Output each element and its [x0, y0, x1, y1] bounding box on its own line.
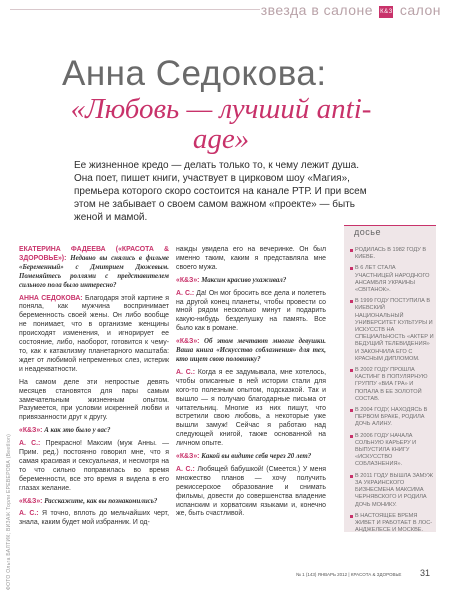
question: «К&З»: Какой вы видите себя через 20 лет? — [176, 453, 312, 461]
answer: А. С.: Когда я ее задумывала, мне хотелось, чтобы описанные в ней истории стали для кого-то полезным опытом, подсказкой. Так и вышло — я получаю благодарные письма от читательниц. Многие из них пишут, что встретили свою любовь, а некоторые уже вышли замуж! Сейчас я работаю над следующей книгой, также основанной на личном опыте. — [176, 368, 327, 448]
question: «К&З»: Максим красиво ухаживал? — [176, 276, 287, 284]
question: «К&З»: Расскажите, как вы познакомились? — [19, 497, 158, 505]
dossier-item: В 2002 ГОДУ ПРОШЛА КАСТИНГ В ПОПУЛЯРНУЮ ГРУППУ «ВИА ГРА» И ПОПАЛА В ЕЕ ЗОЛОТОЙ СОСТАВ. — [350, 367, 434, 403]
text-column-2 — [176, 246, 326, 523]
page-number: 31 — [420, 568, 431, 578]
dossier-sidebar — [344, 227, 436, 532]
dossier-item: В 1999 ГОДУ ПОСТУПИЛА В КИЕВСКИЙ НАЦИОНАЛЬНЫЙ УНИВЕРСИТЕТ КУЛЬТУРЫ И ИСКУССТВ НА СПЕЦИАЛЬНОСТЬ «АКТЕР И ВЕДУЩИЙ ТЕЛЕВИДЕНИЯ» И ЗАКОНЧИЛА ЕГО С КРАСНЫМ ДИПЛОМОМ. — [350, 298, 434, 363]
dossier-item: В НАСТОЯЩЕЕ ВРЕМЯ ЖИВЕТ И РАБОТАЕТ В ЛОС-АНДЖЕЛЕСЕ И МОСКВЕ. — [350, 513, 434, 535]
dossier-list — [350, 247, 434, 538]
section-header — [261, 2, 441, 18]
answer: А. С.: Прекрасно! Максим (муж Анны. — Прим. ред.) постоянно говорил мне, что я самая красивая и сексуальная, и несмотря на то что сильно поправилась во время беременности, все это время я видела в его глазах желание. — [19, 440, 169, 492]
header-rule — [10, 9, 260, 10]
dossier-item: РОДИЛАСЬ В 1982 ГОДУ В КИЕВЕ. — [350, 247, 434, 261]
issue-footer: № 1 (143) ЯНВАРЬ 2012 | КРАСОТА & ЗДОРОВЬЕ — [296, 572, 402, 577]
photo-credit: ФОТО Ольга БАЛТИК; ВИЗАЖ Торли ЕРЕВЕРОВА (Beetlion) — [6, 433, 12, 590]
answer: А. С.: Любящей бабушкой! (Смеется.) У меня множество планов — хочу получить режиссерское образование и снимать фильмы, довести до совершенства владение испанским и хорватским языками и, конечно же, быть счастливой. — [176, 465, 326, 518]
dossier-item: В 2006 ГОДУ НАЧАЛА СОЛЬНУЮ КАРЬЕРУ И ВЫПУСТИЛА КНИГУ «ИСКУССТВО СОБЛАЗНЕНИЯ». — [350, 433, 434, 469]
article-title-name: Анна Седокова: — [62, 54, 327, 93]
question: «К&З»: Об этом мечтают многие девушки. Ваша книга «Искусство соблазнения» для тех, кто ищет свою половинку? — [176, 338, 326, 363]
answer: А. С.: Да! Он мог бросить все дела и полететь на другой конец планеты, чтобы провести со мной рядом несколько минут и подарить какую-нибудь безделушку на память. Все было как в романе. — [176, 289, 326, 333]
answer: АННА СЕДОКОВА: Благодаря этой картине я поняла, как мужчина воспринимает беременность своей жены. Он либо вообще не понимает, что в организме женщины происходят изменения, и игнорирует ее состояние, либо, наоборот, готовится к чему-то, как к катаклизму планетарного масштаба: ждет от любимой непременных слез, истерик и неадекватности. — [19, 294, 169, 373]
article-lead: Ее жизненное кредо — делать только то, к чему лежит душа. Она поет, пишет книги, участвует в цирковом шоу «Магия», премьера которого скоро состоится на канале РТР. И при всем этом не забывает о своем самом важном «проекте» — быть женой и мамой. — [74, 160, 367, 223]
paragraph: На самом деле эти непростые девять месяцев становятся для пары самым замечательным жизненным опытом. Разумеется, при условии искренней любви и привязанности друг к другу. — [19, 378, 169, 422]
dossier-item: В 6 ЛЕТ СТАЛА УЧАСТНИЦЕЙ НАРОДНОГО АНСАМБЛЯ УКРАИНЫ «СВІТАНОК». — [350, 265, 434, 294]
answer: А. С.: Я точно, вплоть до мельчайших черт, знала, каким будет мой избранник. И од- — [19, 510, 169, 527]
text-column-1 — [19, 246, 169, 532]
paragraph: нажды увидела его на вечеринке. Он был именно таким, каким я представляла мне своего мужа. — [176, 246, 326, 271]
section-label-right: салон — [399, 2, 441, 18]
section-label-left: звезда в салоне — [260, 2, 374, 18]
dossier-item: В 2011 ГОДУ ВЫШЛА ЗАМУЖ ЗА УКРАИНСКОГО БИЗНЕСМЕНА МАКСИМА ЧЕРНЯВСКОГО И РОДИЛА ДОЧЬ МОНИКУ. — [350, 473, 434, 509]
magazine-logo-icon: К&З — [379, 6, 393, 18]
article-title-quote: «Любовь — лучший anti-age» — [70, 93, 372, 155]
dossier-title: досье — [354, 227, 381, 237]
dossier-item: В 2004 ГОДУ, НАХОДЯСЬ В ПЕРВОМ БРАКЕ, РОДИЛА ДОЧЬ АЛИНУ. — [350, 407, 434, 429]
question: ЕКАТЕРИНА ФАДЕЕВА («КРАСОТА & ЗДОРОВЬЕ»): Недавно вы снялись в фильме «Беременный» с Дмитрием Дюжевым. Поменяйтесь роллями с представителем сильного пола было интересно? — [19, 246, 169, 289]
question: «К&З»: А как это было у вас? — [19, 427, 111, 435]
